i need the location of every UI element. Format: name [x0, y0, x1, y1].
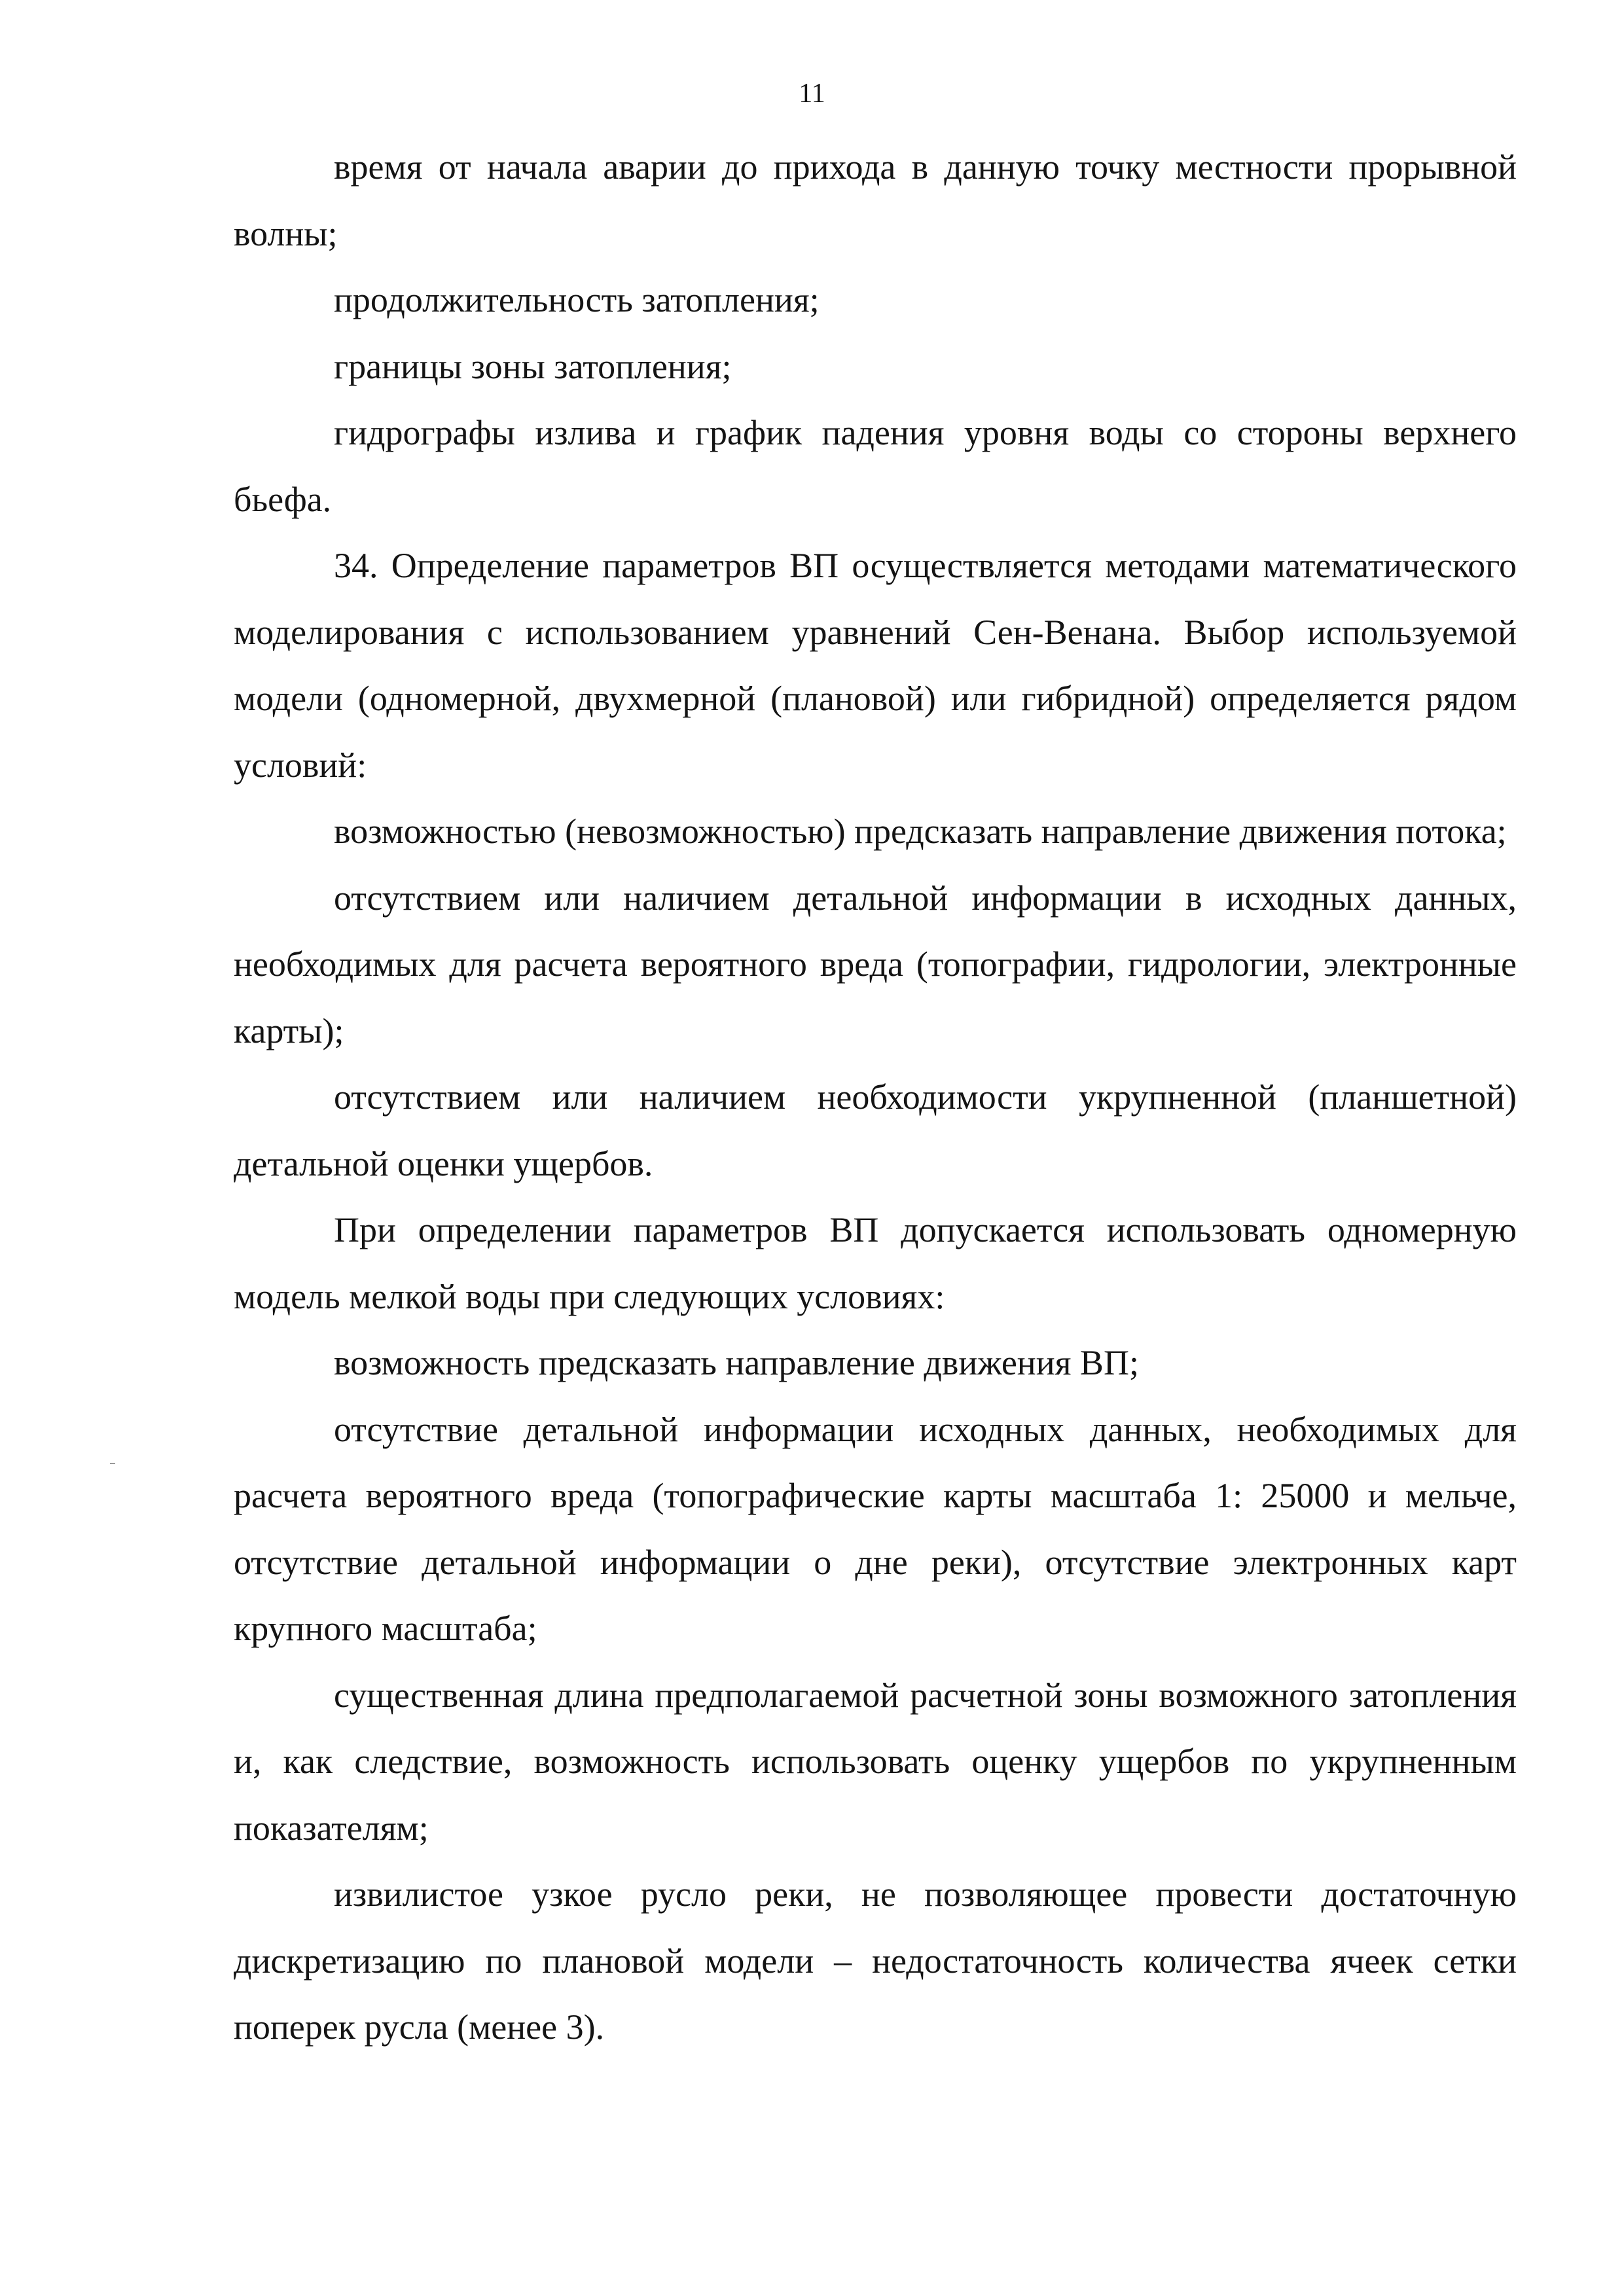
body-text	[234, 134, 1517, 2061]
paragraph-flow-direction: возможностью (невозможностью) предсказать направление движения потока;	[334, 812, 1507, 851]
paragraph-hydrographs: гидрографы излива и график падения уровня воды со стороны верхнего бьефа.	[234, 413, 1517, 519]
paragraph-flood-duration: продолжительность затопления;	[334, 280, 820, 319]
paragraph-damage-assessment: отсутствием или наличием необходимости укрупненной (планшетной) детальной оценки ущербов.	[234, 1077, 1517, 1183]
paragraph-one-dimensional-model: При определении параметров ВП допускается использовать одномерную модель мелкой воды при следующих условиях:	[234, 1210, 1517, 1316]
paragraph-zone-length: существенная длина предполагаемой расчетной зоны возможного затопления и, как следствие, возможность использовать оценку ущербов по укрупненным показателям;	[234, 1675, 1517, 1848]
paragraph-detailed-info: отсутствием или наличием детальной информации в исходных данных, необходимых для расчета вероятного вреда (топографии, гидрологии, электронные карты);	[234, 878, 1517, 1050]
paragraph-34-parameters: 34. Определение параметров ВП осуществляется методами математического моделирования с использованием уравнений Сен-Венана. Выбор используемой модели (одномерной, двухмерной (плановой) или гибридной) определяется рядом условий:	[234, 546, 1517, 785]
paragraph-arrival-time: время от начала аварии до прихода в данную точку местности прорывной волны;	[234, 147, 1517, 253]
scan-speck	[110, 1463, 115, 1464]
paragraph-predict-direction: возможность предсказать направление движения ВП;	[334, 1343, 1139, 1382]
paragraph-narrow-channel: извилистое узкое русло реки, не позволяющее провести достаточную дискретизацию по плановой модели – недостаточность количества ячеек сетки поперек русла (менее 3).	[234, 1874, 1517, 2047]
paragraph-flood-zone-borders: границы зоны затопления;	[334, 346, 732, 386]
paragraph-missing-data: отсутствие детальной информации исходных данных, необходимых для расчета вероятного вреда (топографические карты масштаба 1: 25000 и мельче, отсутствие детальной информации о дне реки), отсутствие электронных карт крупного масштаба;	[234, 1409, 1517, 1648]
page-number: 11	[799, 79, 825, 109]
